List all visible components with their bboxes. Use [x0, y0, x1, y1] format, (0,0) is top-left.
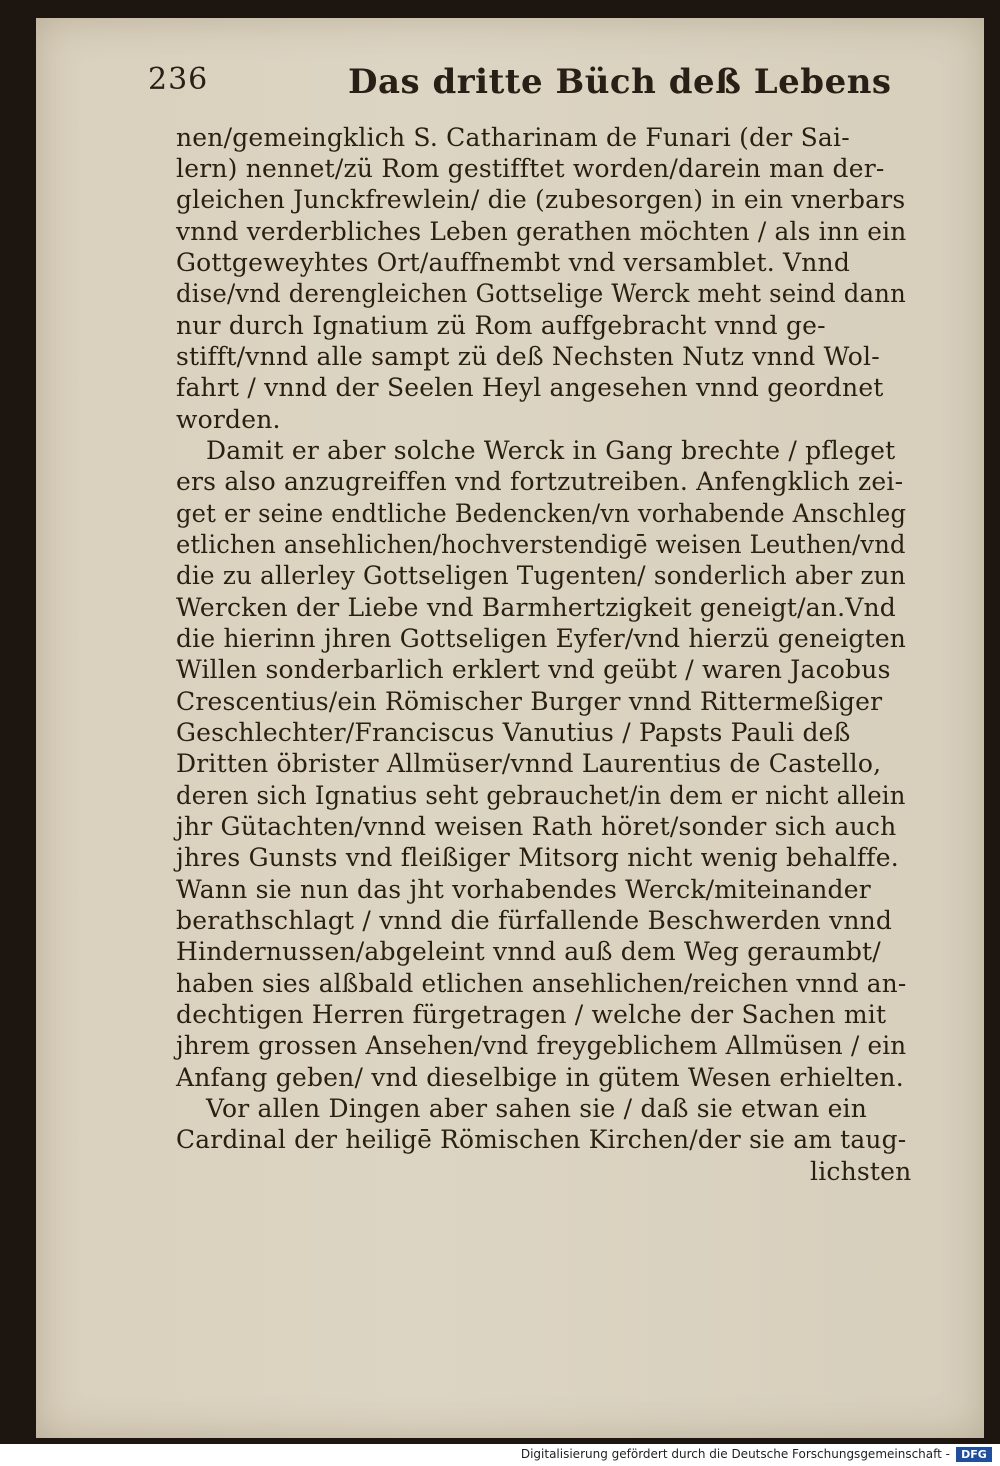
text-line: Willen sonderbarlich erklert vnd geübt / waren Jacobus — [176, 655, 891, 684]
text-line: die zu allerley Gottseligen Tugenten/ sonderlich aber zun — [176, 561, 906, 590]
text-line: jhres Gunsts vnd fleißiger Mitsorg nicht wenig behalffe. — [176, 843, 899, 872]
text-line: Cardinal der heiligē Römischen Kirchen/der sie am taug- — [176, 1125, 907, 1154]
text-line: ers also anzugreiffen vnd fortzutreiben. Anfengklich zei- — [176, 467, 904, 496]
text-line: Wercken der Liebe vnd Barmhertzigkeit geneigt/an.Vnd — [176, 593, 897, 622]
text-line: dechtigen Herren fürgetragen / welche der Sachen mit — [176, 1000, 887, 1029]
text-line: nur durch Ignatium zü Rom auffgebracht vnnd ge- — [176, 311, 826, 340]
catchword: lichsten — [810, 1157, 912, 1186]
text-line: vnnd verderbliches Leben gerathen möchten / als inn ein — [176, 217, 907, 246]
text-line: gleichen Junckfrewlein/ die (zubesorgen) in ein vnerbars — [176, 185, 906, 214]
funding-notice: Digitalisierung gefördert durch die Deutsche Forschungsgemeinschaft - — [520, 1447, 950, 1461]
text-line: dise/vnd derengleichen Gottselige Werck meht seind dann — [176, 279, 906, 308]
text-line: Wann sie nun das jht vorhabendes Werck/miteinander — [176, 875, 871, 904]
text-line: Anfang geben/ vnd dieselbige in gütem Wesen erhielten. — [176, 1063, 904, 1092]
dfg-logo: DFG — [956, 1447, 992, 1462]
running-title: Das dritte Büch deß Lebens — [348, 62, 892, 102]
page-header — [148, 62, 892, 106]
paragraph-start-line: Vor allen Dingen aber sahen sie / daß sie etwan ein — [206, 1094, 868, 1123]
text-line: jhr Gütachten/vnnd weisen Rath höret/sonder sich auch — [176, 812, 897, 841]
text-line: etlichen ansehlichen/hochverstendigē weisen Leuthen/vnd — [176, 530, 906, 559]
text-line: die hierinn jhren Gottseligen Eyfer/vnd hierzü geneigten — [176, 624, 907, 653]
text-line: Dritten öbrister Allmüser/vnnd Laurentius de Castello, — [176, 749, 882, 778]
text-line: fahrt / vnnd der Seelen Heyl angesehen vnnd geordnet — [176, 373, 884, 402]
text-line: nen/gemeingklich S. Catharinam de Funari (der Sai- — [176, 123, 850, 152]
text-line: Hindernussen/abgeleint vnnd auß dem Weg geraumbt/ — [176, 937, 881, 966]
text-line: get er seine endtliche Bedencken/vn vorhabende Anschleg — [176, 499, 907, 528]
page-number: 236 — [148, 62, 209, 97]
text-line: haben sies alßbald etlichen ansehlichen/reichen vnnd an- — [176, 969, 907, 998]
text-line: stifft/vnnd alle sampt zü deß Nechsten Nutz vnnd Wol- — [176, 342, 880, 371]
text-line: worden. — [176, 405, 281, 434]
text-line: deren sich Ignatius seht gebrauchet/in dem er nicht allein — [176, 781, 906, 810]
text-line: Geschlechter/Franciscus Vanutius / Papsts Pauli deß — [176, 718, 851, 747]
text-line: Gottgeweyhtes Ort/auffnembt vnd versamblet. Vnnd — [176, 248, 851, 277]
text-line: berathschlagt / vnnd die fürfallende Beschwerden vnnd — [176, 906, 893, 935]
text-line: jhrem grossen Ansehen/vnd freygeblichem Allmüsen / ein — [176, 1031, 907, 1060]
paragraph-start-line: Damit er aber solche Werck in Gang brechte / pfleget — [206, 436, 896, 465]
text-line: Crescentius/ein Römischer Burger vnnd Rittermeßiger — [176, 687, 883, 716]
text-line: lern) nennet/zü Rom gestifftet worden/darein man der- — [176, 154, 885, 183]
footer-bar — [0, 1444, 1000, 1466]
